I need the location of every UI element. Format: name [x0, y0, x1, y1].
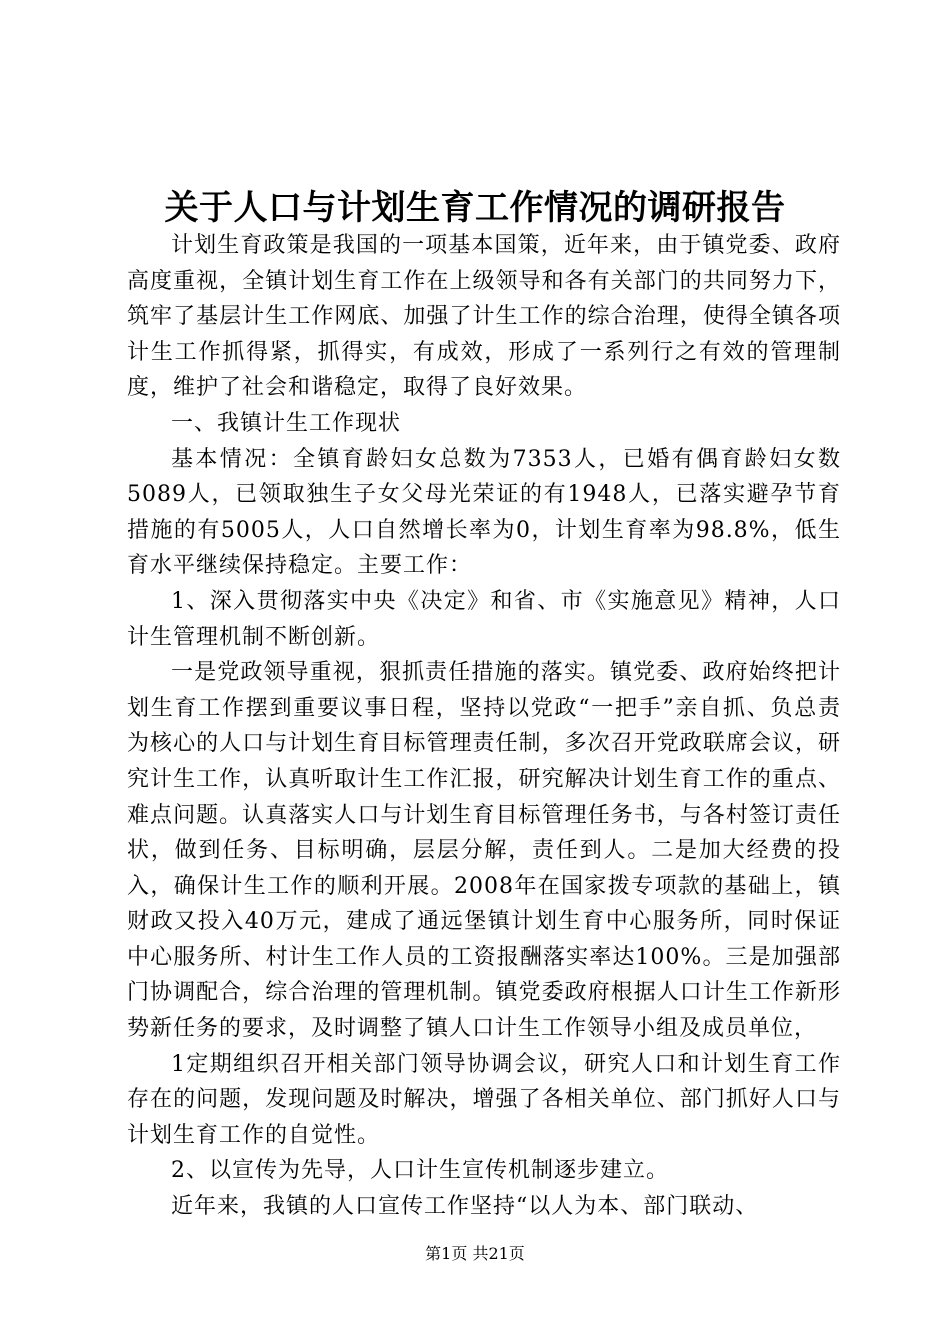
subheading-2: 2、以宣传为先导，人口计生宣传机制逐步建立。 [171, 1158, 669, 1184]
paragraph-coordination: 1定期组织召开相关部门领导协调会议，研究人口和计划生育工作存在的问题，发现问题及时解决，增强了各相关单位、部门抓好人口与计划生育工作的自觉性。 [127, 1051, 841, 1148]
paragraph-measures: 一是党政领导重视，狠抓责任措施的落实。镇党委、政府始终把计划生育工作摆到重要议事日程，坚持以党政“一把手”亲自抓、负总责为核心的人口与计划生育目标管理责任制，多次召开党政联席会议，研究计生工作，认真听取计生工作汇报，研究解决计划生育工作的重点、难点问题。认真落实人口与计划生育目标管理任务书，与各村签订责任状，做到任务、目标明确，层层分解，责任到人。二是加大经费的投入，确保计生工作的顺利开展。2008年在国家拨专项款的基础上，镇财政又投入40万元，建成了通远堡镇计划生育中心服务所，同时保证中心服务所、村计生工作人员的工资报酬落实率达100%。三是加强部门协调配合，综合治理的管理机制。镇党委政府根据人口计生工作新形势新任务的要求，及时调整了镇人口计生工作领导小组及成员单位， [127, 660, 841, 1042]
document-title: 关于人口与计划生育工作情况的调研报告 [164, 188, 786, 228]
paragraph-intro: 计划生育政策是我国的一项基本国策，近年来，由于镇党委、政府高度重视，全镇计划生育工作在上级领导和各有关部门的共同努力下，筑牢了基层计生工作网底、加强了计生工作的综合治理，使得全镇各项计生工作抓得紧，抓得实，有成效，形成了一系列行之有效的管理制度，维护了社会和谐稳定，取得了良好效果。 [127, 233, 841, 401]
document-body [127, 228, 841, 1225]
page-number-footer: 第1页 共21页 [425, 1244, 525, 1263]
subheading-1: 1、深入贯彻落实中央《决定》和省、市《实施意见》精神，人口计生管理机制不断创新。 [127, 588, 841, 650]
paragraph-publicity: 近年来，我镇的人口宣传工作坚持“以人为本、部门联动、 [171, 1194, 759, 1220]
paragraph-basic-situation: 基本情况：全镇育龄妇女总数为7353人，已婚有偶育龄妇女数5089人，已领取独生子女父母光荣证的有1948人，已落实避孕节育措施的有5005人，人口自然增长率为0，计划生育率为98.8%，低生育水平继续保持稳定。主要工作： [127, 446, 841, 579]
section-heading-1: 一、我镇计生工作现状 [171, 410, 402, 436]
